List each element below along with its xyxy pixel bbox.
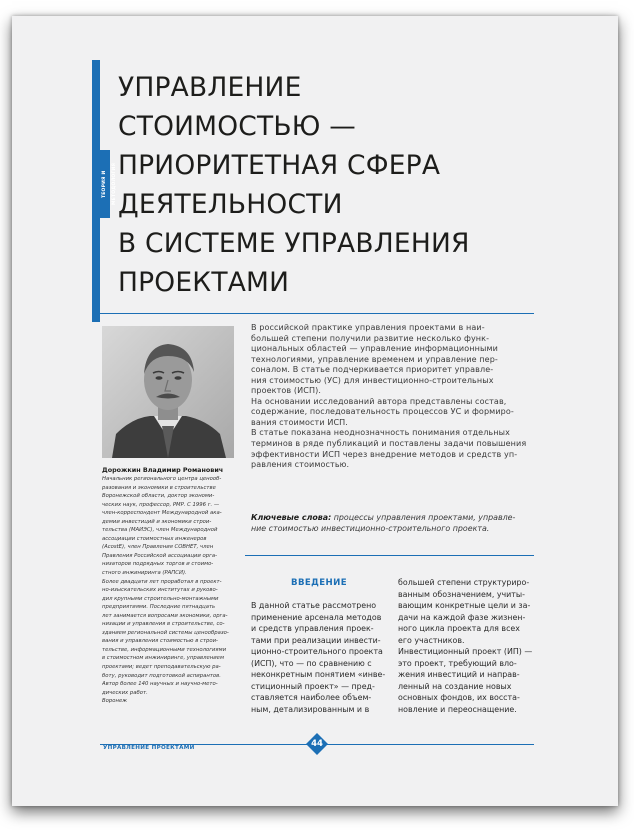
body-line: тами при реализации инвести-: [251, 635, 381, 645]
author-bio: [102, 475, 238, 706]
bio-line: в стоимостном инжиниринге, управлением: [102, 655, 224, 662]
abstract-line: соналом. В статье подчеркивается приоритет управле-: [251, 365, 494, 375]
abstract-divider: [245, 555, 534, 556]
title-line: ДЕЯТЕЛЬНОСТИ: [118, 189, 343, 220]
bio-line: низаторов подрядных торгов и стоимо-: [102, 561, 214, 568]
bio-line: стного инжиниринга (РАПСИ).: [102, 570, 187, 577]
bio-line: предприятиями. Последние пятнадцать: [102, 604, 216, 611]
abstract-line: ния стоимостью (УС) для инвестиционно-строительных: [251, 375, 494, 385]
abstract-line: проектов (ИСП).: [251, 386, 322, 396]
title-accent-bar: [92, 60, 100, 322]
bio-line: боту, руководит подготовкой аспирантов.: [102, 672, 221, 679]
body-line: и средств управления проек-: [251, 624, 374, 634]
bio-line: дил крупными строительно-монтажными: [102, 595, 219, 602]
body-line: дачи на каждой фазе жизнен-: [398, 612, 526, 622]
abstract-line: большей степени получили развитие несколько функ-: [251, 333, 490, 343]
bio-line: ческих наук, профессор, РМР. С 1996 г. —: [102, 501, 220, 508]
journal-name: УПРАВЛЕНИЕ ПРОЕКТАМИ: [103, 745, 195, 751]
keywords: [251, 513, 534, 534]
body-line: В данной статье рассмотрено: [251, 601, 377, 610]
abstract-line: технологиями, управление временем и управление пер-: [251, 354, 498, 364]
bio-line: зданием региональной системы ценообразо-: [102, 629, 229, 636]
body-line: новление и переоснащение.: [398, 705, 517, 715]
abstract: [251, 323, 534, 471]
bio-line: Воронежской области, доктор экономи-: [102, 493, 215, 500]
keywords-line: ние стоимостью инвестиционно-строительного проекта.: [251, 523, 490, 533]
abstract-line: содержание, последовательность процессов УС и формиро-: [251, 407, 514, 417]
body-line: его участников.: [398, 635, 465, 645]
body-line: жения инвестиций и направ-: [398, 670, 520, 680]
abstract-line: эффективности ИСП через внедрение методов и средств уп-: [251, 449, 518, 459]
body-line: неконкретным понятием «инве-: [251, 670, 386, 680]
body-line: основных фондов, их восста-: [398, 693, 520, 703]
section-tab-label: ТЕОРИЯ И МЕТОДОЛОГИЯ: [102, 162, 117, 206]
page-number: 44: [311, 739, 323, 749]
body-line: ционно-строительного проекта: [251, 647, 383, 657]
body-line: большей степени структуриро-: [398, 578, 530, 587]
bio-line: дических работ.: [102, 689, 148, 696]
body-line: (ИСП), что — по сравнению с: [251, 658, 372, 668]
title-divider: [100, 313, 534, 314]
bio-line: Воронеж: [102, 698, 127, 705]
bio-line: лет занимается вопросами экономики, орга-: [102, 612, 228, 619]
abstract-line: равления стоимостью.: [251, 460, 350, 470]
bio-line: но-изыскательских институтах и руково-: [102, 587, 218, 594]
body-line: Инвестиционный проект (ИП) —: [398, 647, 533, 657]
body-line: вающим конкретные цели и за-: [398, 601, 531, 611]
bio-line: Автор более 140 научных и научно-мето-: [102, 681, 218, 688]
body-line: стиционный проект» — пред-: [251, 681, 375, 691]
bio-line: тельстве, информационными технологиями: [102, 646, 227, 653]
article-title: [118, 68, 538, 302]
portrait-illustration: [102, 326, 234, 458]
body-line: ным, детализированным и в: [251, 704, 370, 714]
bio-line: Более двадцати лет проработал в проект-: [102, 578, 222, 585]
bio-line: Начальник регионального центра ценооб-: [102, 476, 222, 482]
abstract-line: терминов в ряде публикаций и поставлены задачи повышения: [251, 439, 527, 449]
body-line: ленный на создание новых: [398, 681, 512, 691]
bio-line: разования и экономики в строительстве: [102, 484, 216, 491]
keywords-label: Ключевые слова:: [251, 513, 332, 522]
body-column-right: [398, 577, 534, 716]
author-name: Дорожкин Владимир Романович: [102, 466, 224, 474]
intro-heading: ВВЕДЕНИЕ: [291, 578, 347, 588]
body-column-left: [251, 600, 387, 715]
abstract-line: вания стоимости ИСП.: [251, 417, 348, 427]
title-line: УПРАВЛЕНИЕ: [118, 72, 302, 103]
body-line: ванным обозначением, учиты-: [398, 589, 525, 599]
abstract-line: В российской практике управления проектами в наи-: [251, 323, 485, 332]
abstract-line: циональных областей — управление информационными: [251, 344, 498, 354]
bio-line: ассоциации стоимостных инженеров: [102, 535, 207, 542]
body-line: это проект, требующий вло-: [398, 658, 517, 668]
bio-line: низации и управления в строительстве, со-: [102, 621, 225, 628]
title-line: СТОИМОСТЬЮ —: [118, 111, 356, 142]
title-line: ПРОЕКТАМИ: [118, 267, 290, 298]
title-line: В СИСТЕМЕ УПРАВЛЕНИЯ: [118, 228, 470, 259]
body-line: применение арсенала методов: [251, 612, 382, 622]
title-line: ПРИОРИТЕТНАЯ СФЕРА: [118, 150, 441, 181]
bio-line: демии инвестиций и экономики строи-: [102, 518, 212, 525]
body-line: ставляется наиболее объем-: [251, 693, 372, 703]
bio-line: тельства (МАИЭС), член Международной: [102, 527, 218, 534]
keywords-line: [251, 513, 534, 524]
author-portrait: [102, 326, 234, 458]
abstract-line: В статье показана неоднозначность понимания отдельных: [251, 428, 510, 438]
bio-line: член-корреспондент Международной ака-: [102, 510, 222, 517]
body-line: ного цикла проекта для всех: [398, 624, 520, 634]
abstract-line: На основании исследований автора представлены состав,: [251, 396, 507, 406]
bio-line: Правления Российской ассоциации орга-: [102, 552, 218, 559]
keywords-text: процессы управления проектами, управле-: [333, 513, 516, 522]
bio-line: проектами; ведет преподавательскую ра-: [102, 664, 221, 671]
bio-line: (AcostE), член Правления СОВНЕТ, член: [102, 544, 214, 551]
bio-line: вания и управления стоимостью в строи-: [102, 638, 218, 645]
